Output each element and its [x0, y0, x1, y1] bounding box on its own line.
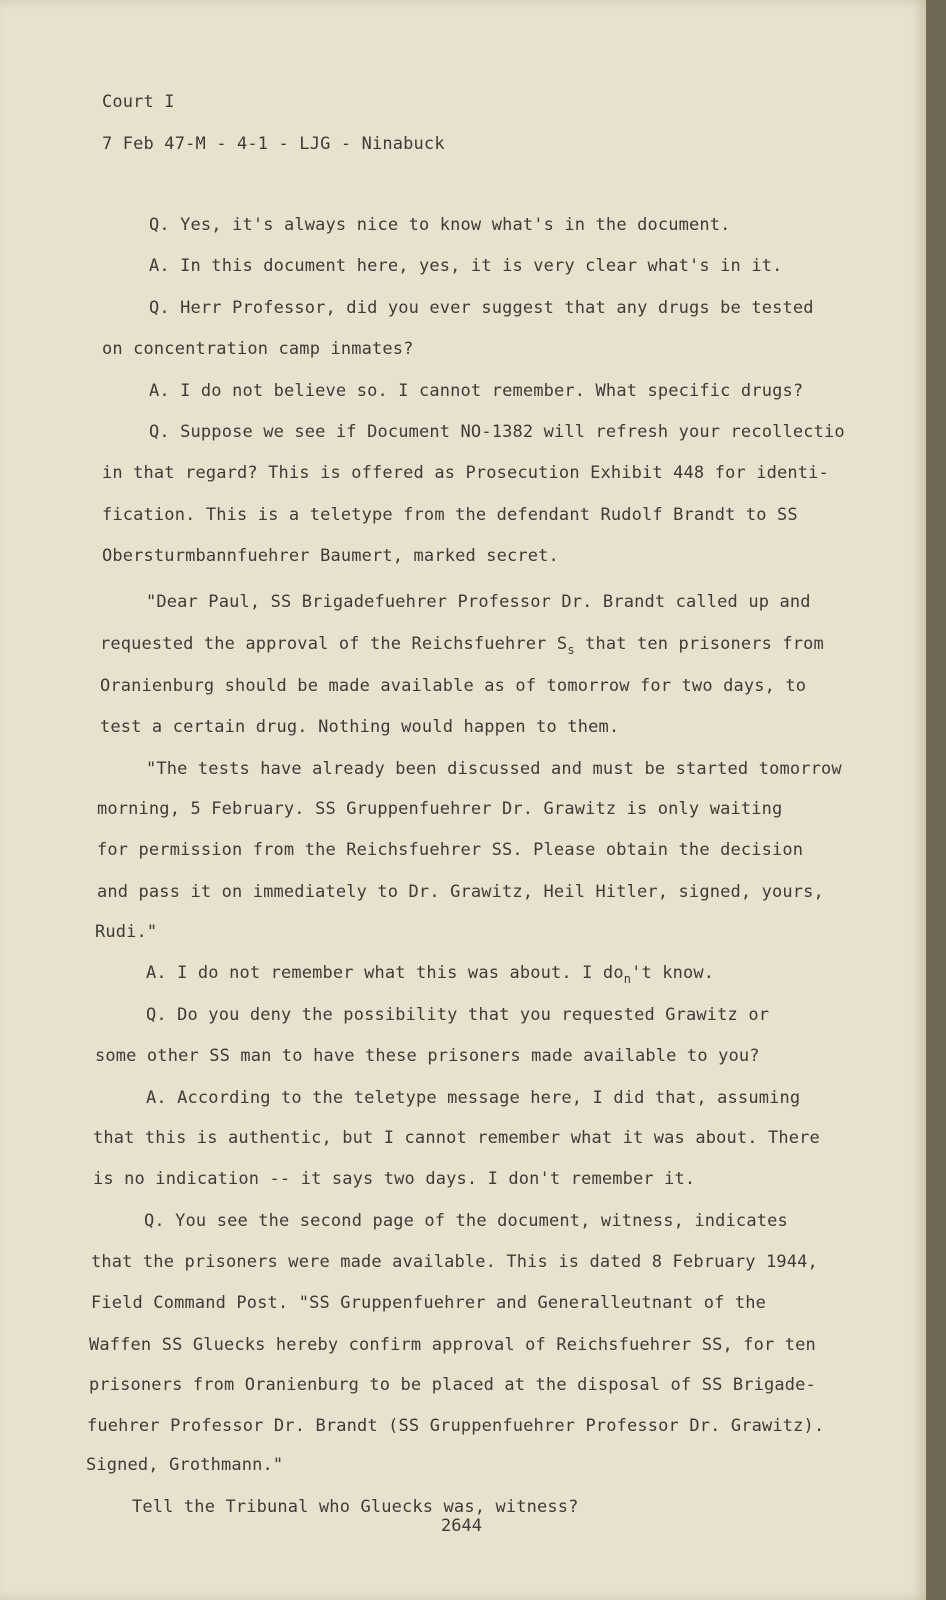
- transcript-line: Signed, Grothmann.": [86, 1455, 284, 1475]
- transcript-line: some other SS man to have these prisoners made available to you?: [95, 1046, 760, 1066]
- transcript-line: and pass it on immediately to Dr. Grawitz, Heil Hitler, signed, yours,: [97, 882, 824, 902]
- transcript-line: that the prisoners were made available. This is dated 8 February 1944,: [91, 1252, 818, 1272]
- transcript-line: fication. This is a teletype from the defendant Rudolf Brandt to SS: [102, 505, 798, 525]
- transcript-line: prisoners from Oranienburg to be placed at the disposal of SS Brigade-: [89, 1375, 816, 1395]
- transcript-line: Q. Yes, it's always nice to know what's in the document.: [149, 215, 731, 235]
- transcript-line: "The tests have already been discussed and must be started tomorrow: [146, 759, 842, 779]
- transcript-line: A. I do not remember what this was about. I $do_n't$ know.: [146, 963, 715, 986]
- transcript-line: Rudi.": [95, 922, 158, 942]
- transcript-line: test a certain drug. Nothing would happen to them.: [100, 717, 620, 737]
- transcript-line: Tell the Tribunal who Gluecks was, witness?: [132, 1497, 579, 1517]
- page-number: 2644: [441, 1516, 482, 1536]
- transcript-line: Field Command Post. "SS Gruppenfuehrer and Generalleutnant of the: [91, 1293, 767, 1313]
- transcript-line: Q. Suppose we see if Document NO-1382 will refresh your recollectio: [149, 422, 845, 442]
- transcript-line: requested the approval of the Reichsfuehrer $S_s$ that ten prisoners from: [100, 634, 824, 657]
- transcript-line: that this is authentic, but I cannot remember what it was about. There: [93, 1128, 820, 1148]
- document-reference: 7 Feb 47-M - 4-1 - LJG - Ninabuck: [102, 134, 445, 154]
- transcript-line: Q. Do you deny the possibility that you requested Grawitz or: [146, 1005, 770, 1025]
- transcript-line: Q. You see the second page of the document, witness, indicates: [144, 1211, 788, 1231]
- transcript-line: Obersturmbannfuehrer Baumert, marked secret.: [102, 546, 559, 566]
- transcript-line: morning, 5 February. SS Gruppenfuehrer Dr. Grawitz is only waiting: [97, 799, 783, 819]
- page-edge: [926, 0, 946, 1600]
- transcript-line: A. I do not believe so. I cannot remember. What specific drugs?: [149, 381, 804, 401]
- transcript-line: fuehrer Professor Dr. Brandt (SS Gruppenfuehrer Professor Dr. Grawitz).: [87, 1416, 825, 1436]
- transcript-line: A. In this document here, yes, it is very clear what's in it.: [149, 256, 783, 276]
- transcript-line: is no indication -- it says two days. I don't remember it.: [93, 1169, 696, 1189]
- transcript-line: Oranienburg should be made available as of tomorrow for two days, to: [100, 676, 807, 696]
- transcript-line: on concentration camp inmates?: [102, 339, 414, 359]
- subscript-mark: s: [567, 643, 575, 657]
- transcript-line: Q. Herr Professor, did you ever suggest that any drugs be tested: [149, 298, 814, 318]
- court-heading: Court I: [102, 92, 175, 112]
- transcript-line: for permission from the Reichsfuehrer SS. Please obtain the decision: [97, 840, 804, 860]
- transcript-line: in that regard? This is offered as Prosecution Exhibit 448 for identi-: [102, 463, 829, 483]
- transcript-line: "Dear Paul, SS Brigadefuehrer Professor Dr. Brandt called up and: [146, 592, 811, 612]
- transcript-line: A. According to the teletype message here, I did that, assuming: [146, 1088, 801, 1108]
- subscript-mark: n: [623, 972, 632, 986]
- transcript-line: Waffen SS Gluecks hereby confirm approval of Reichsfuehrer SS, for ten: [89, 1335, 816, 1355]
